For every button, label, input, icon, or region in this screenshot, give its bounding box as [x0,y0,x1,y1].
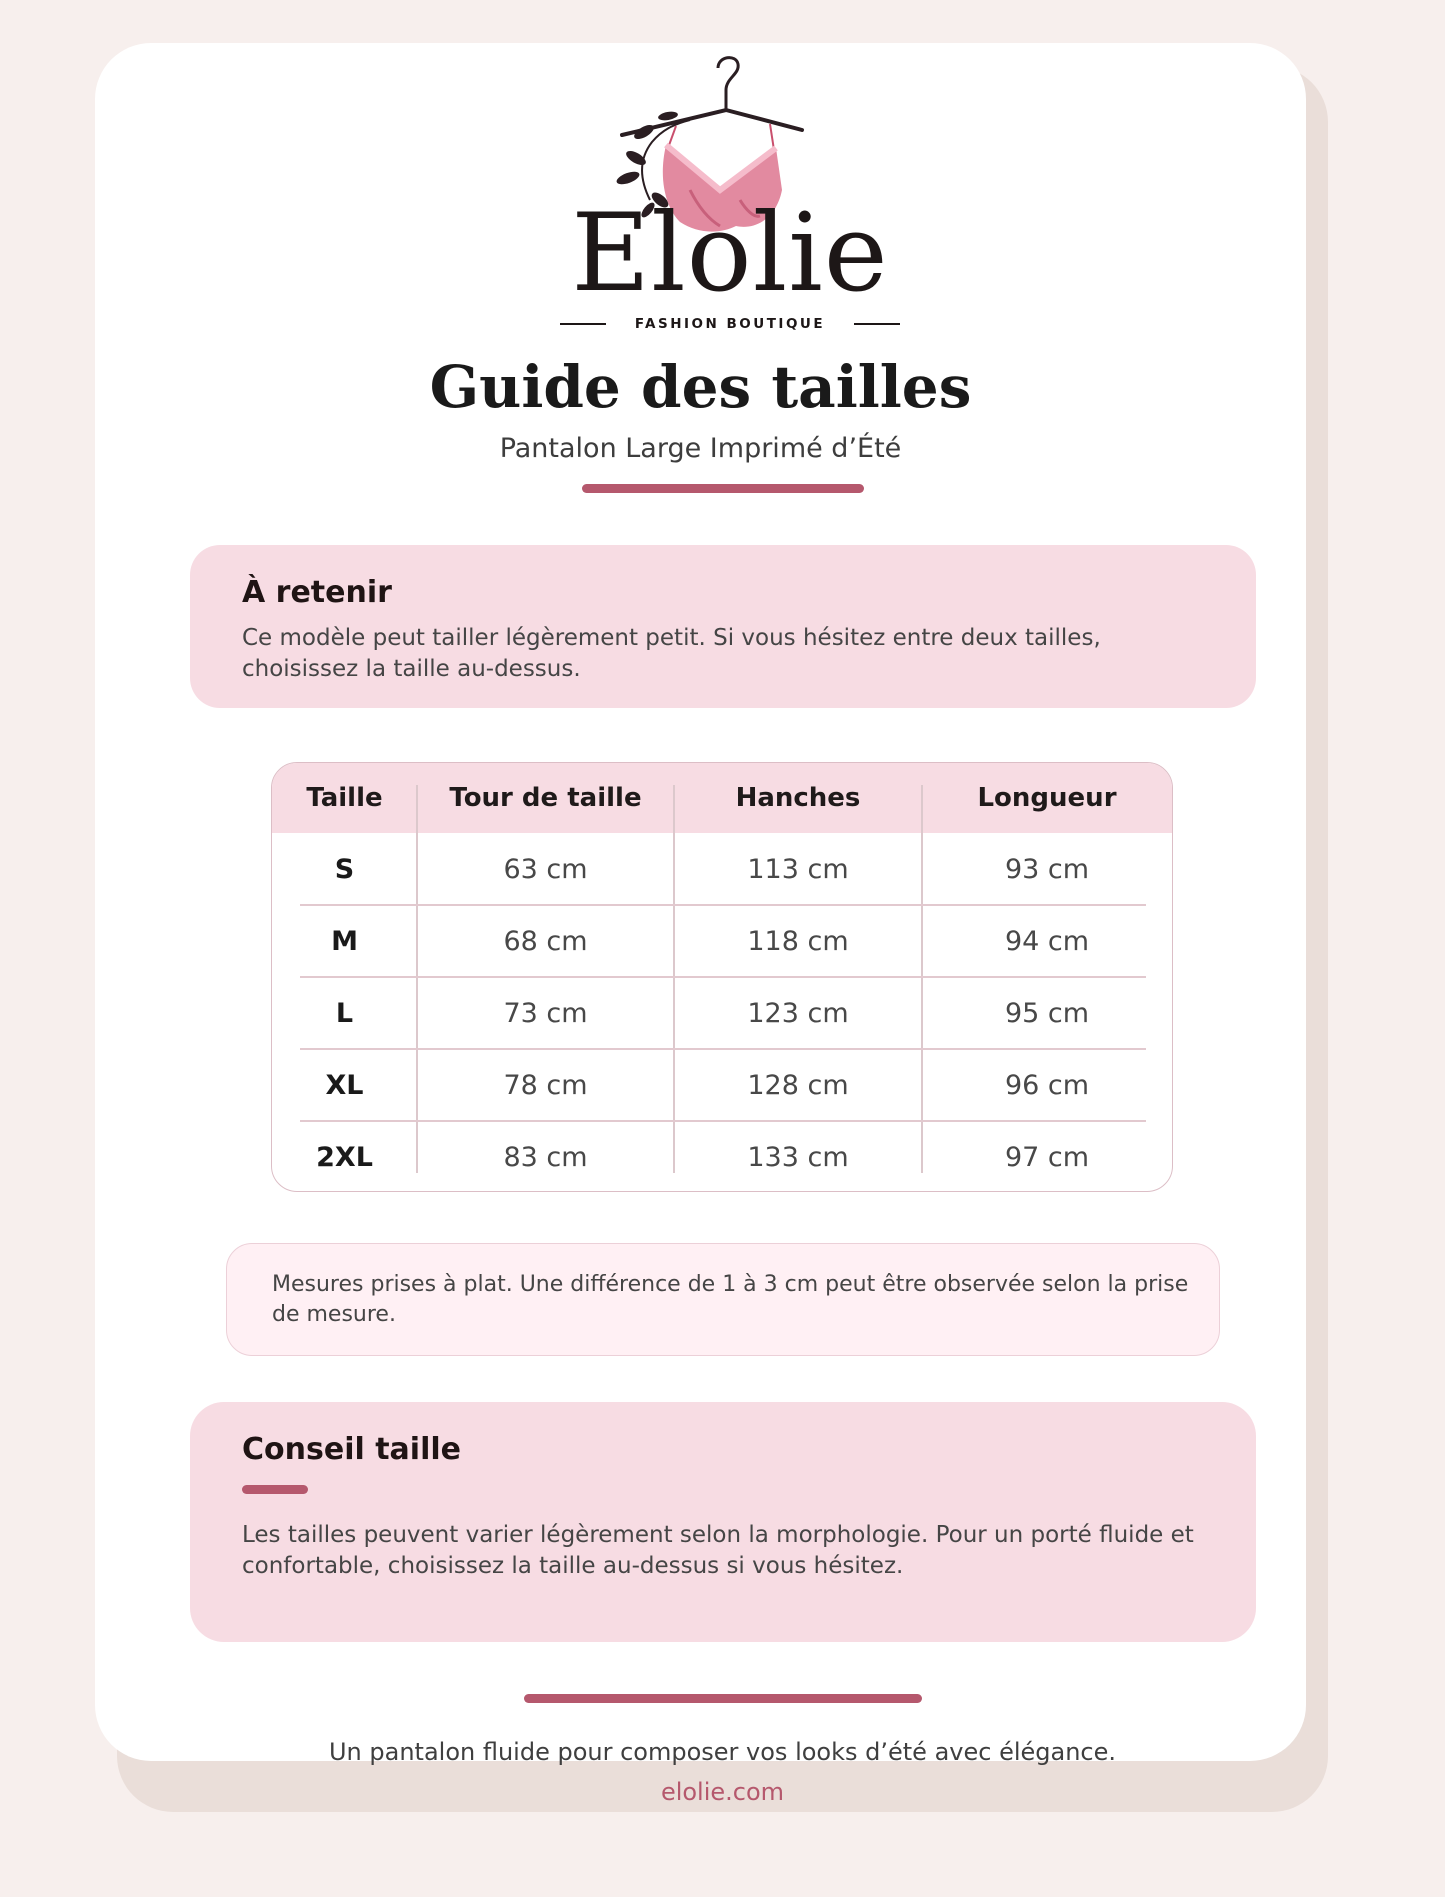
size-cell: L [335,997,354,1029]
waist-cell: 78 cm [503,1069,588,1101]
tagline-rule-right [854,323,900,325]
hips-cell: 123 cm [747,997,849,1029]
product-subtitle: Pantalon Large Imprimé d’Été [499,433,902,464]
hips-cell: 133 cm [747,1141,849,1173]
measurement-note [226,1243,1220,1356]
page-title: Guide des tailles [429,353,972,421]
retenir-heading: À retenir [242,575,392,610]
waist-cell: 63 cm [503,853,588,885]
length-cell: 93 cm [1004,853,1090,885]
size-cell: S [334,853,355,885]
size-table [271,762,1173,1192]
conseil-box [190,1402,1256,1642]
length-cell: 94 cm [1004,925,1090,957]
measurement-note-text: Mesures prises à plat. Une différence de 1 à 3 cm peut être observée selon la prise de mesure. [272,1272,1189,1327]
header-cell-tour-de-taille: Tour de taille [449,783,642,813]
length-cell: 97 cm [1004,1141,1090,1173]
conseil-heading: Conseil taille [242,1432,461,1467]
brand-wordmark: Elolie [571,191,889,316]
hips-cell: 118 cm [747,925,849,957]
retenir-box [190,545,1256,708]
size-cell: M [331,925,358,957]
brand-tagline-row [560,314,900,334]
waist-cell: 68 cm [503,925,588,957]
brand-tagline: FASHION BOUTIQUE [634,316,826,332]
conseil-text: Les tailles peuvent varier légèrement selon la morphologie. Pour un porté fluide et confortable, choisissez la taille au-dessus si vous hésitez. [242,1522,1194,1579]
footer-accent-bar [524,1694,922,1703]
hips-cell: 128 cm [747,1069,849,1101]
header-cell-longueur: Longueur [977,783,1117,813]
footer-tagline: Un pantalon fluide pour composer vos looks d’été avec élégance. [328,1738,1117,1766]
retenir-text: Ce modèle peut tailler légèrement petit. Si vous hésitez entre deux tailles, choisissez la taille au-dessus. [242,625,1101,682]
table-header-row [272,763,1172,833]
waist-cell: 83 cm [503,1141,588,1173]
brand-logo [540,50,920,340]
title-accent-bar [582,484,864,493]
header-cell-taille: Taille [306,783,383,813]
hips-cell: 113 cm [747,853,849,885]
header-cell-hanches: Hanches [735,783,861,813]
size-cell: XL [325,1069,364,1101]
conseil-accent-bar [242,1485,308,1494]
tagline-rule-left [560,323,606,325]
waist-cell: 73 cm [503,997,588,1029]
size-cell: 2XL [316,1141,373,1173]
length-cell: 95 cm [1004,997,1090,1029]
length-cell: 96 cm [1004,1069,1090,1101]
website-link[interactable]: elolie.com [660,1778,785,1806]
